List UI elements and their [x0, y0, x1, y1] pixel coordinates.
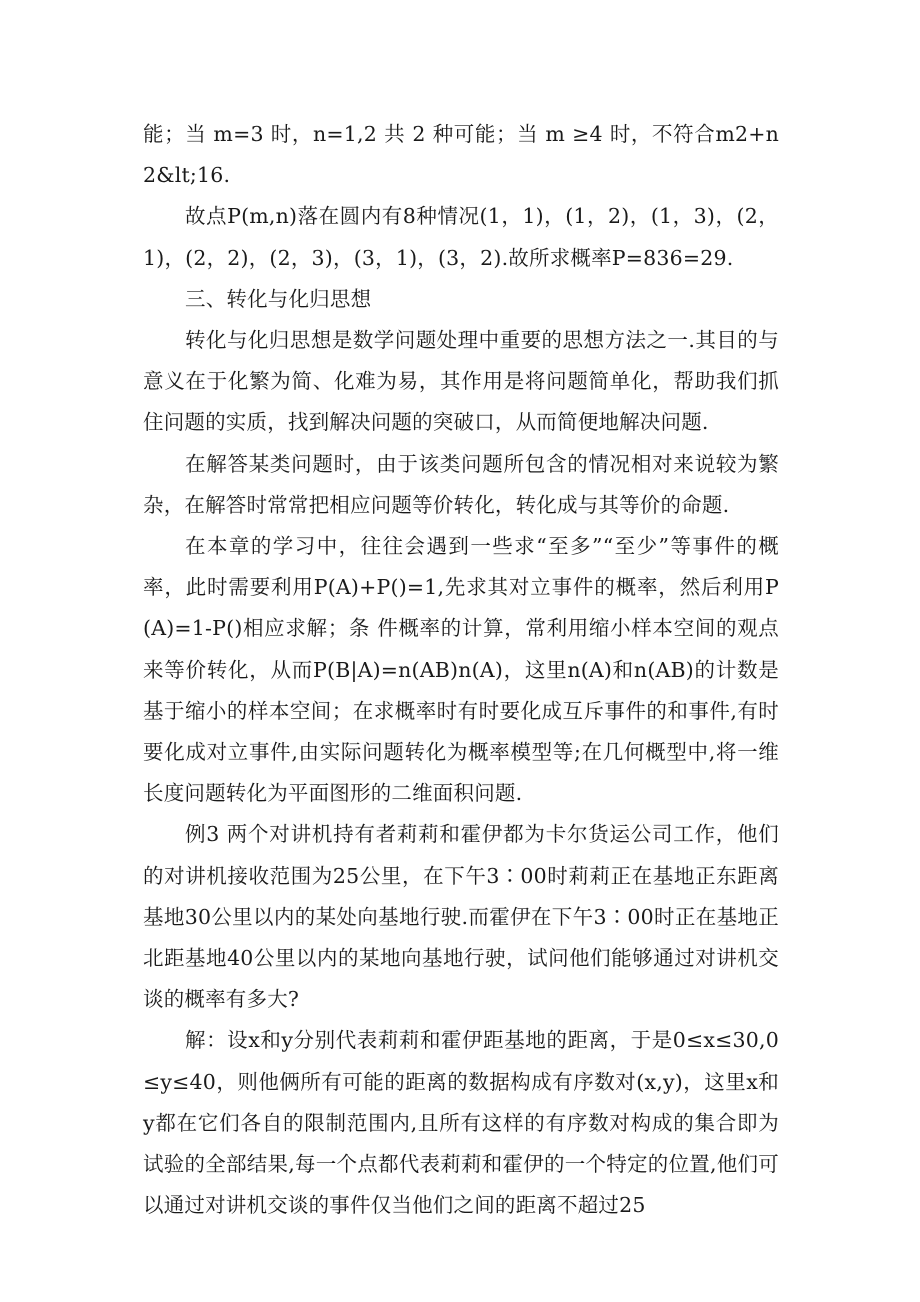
paragraph-solution: 解：设x和y分别代表莉莉和霍伊距基地的距离，于是0≤x≤30,0≤y≤40，则他俩所有可能的距离的数据构成有序数对(x,y)，这里x和y都在它们各自的限制范围内,且所有这样的有序数对构成的集合即为试验的全部结果,每一个点都代表莉莉和霍伊的一个特定的位置,他们可以通过对讲机交谈的事件仅当他们之间的距离不超过25: [143, 1028, 779, 1218]
paragraph-chapter-methods: 在本章的学习中，往往会遇到一些求“至多”“至少”等事件的概率，此时需要利用P(A)+P()=1,先求其对立事件的概率，然后利用P(A)=1-P()相应求解；条 件概率的计算，常利用缩小样本空间的观点来等价转化，从而P(B|A)=n(AB)n(A)，这里n(A)和n(AB)的计数是基于缩小的样本空间；在求概率时有时要化成互斥事件的和事件,有时要化成对立事件,由实际问题转化为概率模型等;在几何概型中,将一维长度问题转化为平面图形的二维面积问题.: [143, 534, 779, 806]
paragraph-case-enumeration: 能；当 m=3 时，n=1,2 共 2 种可能；当 m ≥4 时，不符合m2+n2&lt;16.: [143, 122, 779, 188]
paragraph-equivalent-conversion: 在解答某类问题时，由于该类问题所包含的情况相对来说较为繁杂，在解答时常常把相应问题等价转化，转化成与其等价的命题.: [143, 451, 779, 517]
document-body: [143, 114, 779, 1226]
paragraph-probability-result: 故点P(m,n)落在圆内有8种情况(1，1)，(1，2)，(1，3)，(2，1)，(2，2)，(2，3)，(3，1)，(3，2).故所求概率P=836=29.: [143, 204, 779, 270]
section-heading: 三、转化与化归思想: [185, 286, 372, 311]
paragraph-transformation-intro: 转化与化归思想是数学问题处理中重要的思想方法之一.其目的与意义在于化繁为简、化难为易，其作用是将问题简单化，帮助我们抓住问题的实质，找到解决问题的突破口，从而简便地解决问题.: [143, 328, 779, 435]
paragraph-example-3: 例3 两个对讲机持有者莉莉和霍伊都为卡尔货运公司工作，他们的对讲机接收范围为25公里，在下午3∶00时莉莉正在基地正东距离基地30公里以内的某处向基地行驶.而霍伊在下午3∶00时正在基地正北距基地40公里以内的某地向基地行驶，试问他们能够通过对讲机交谈的概率有多大?: [143, 822, 779, 1012]
